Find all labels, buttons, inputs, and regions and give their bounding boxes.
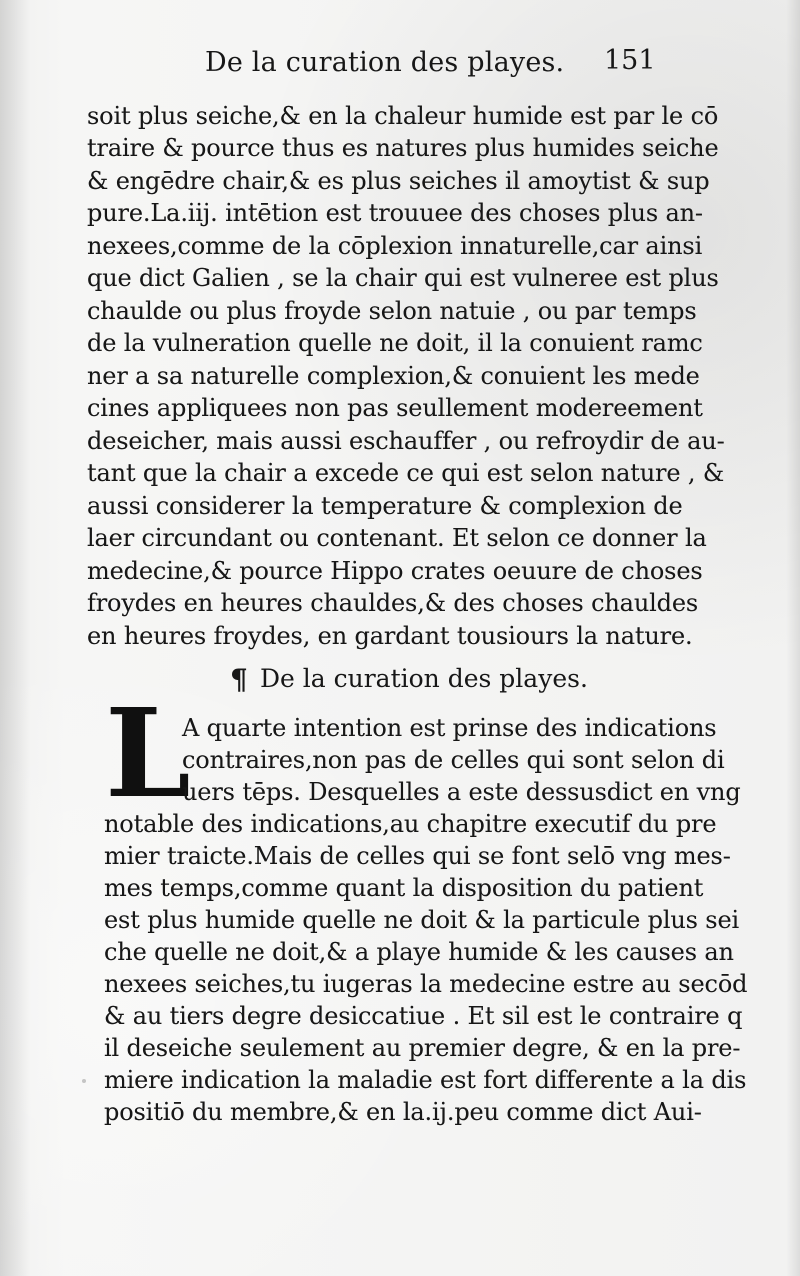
text-line: en heures froydes, en gardant tousiours la nature. — [87, 622, 693, 650]
text-line: froydes en heures chauldes,& des choses chauldes — [87, 589, 699, 617]
text-line: cines appliquees non pas seullement modereement — [87, 394, 703, 422]
text-line: aussi considerer la temperature & complexion de — [87, 492, 683, 520]
text-line: uers tēps. Desquelles a este dessusdict en vng — [182, 778, 741, 806]
text-line: medecine,& pource Hippo crates oeuure de choses — [87, 557, 703, 585]
page-speck — [82, 1079, 86, 1083]
text-line: mier traicte.Mais de celles qui se font selō vng mes- — [104, 842, 731, 870]
text-line: tant que la chair a excede ce qui est selon nature , & — [87, 459, 725, 487]
text-line: pure.La.iij. intētion est trouuee des choses plus an- — [87, 199, 703, 227]
text-line: laer circundant ou contenant. Et selon ce donner la — [87, 524, 707, 552]
text-line: A quarte intention est prinse des indications — [182, 714, 717, 742]
text-line: notable des indications,au chapitre executif du pre — [104, 810, 717, 838]
text-line: que dict Galien , se la chair qui est vulneree est plus — [87, 264, 719, 292]
section-mark: ¶ — [230, 663, 248, 696]
text-line: che quelle ne doit,& a playe humide & les causes an — [104, 938, 734, 966]
text-line: & au tiers degre desiccatiue . Et sil est le contraire q — [104, 1002, 743, 1030]
page-number: 151 — [604, 45, 656, 76]
text-line: est plus humide quelle ne doit & la particule plus sei — [104, 906, 740, 934]
text-line: positiō du membre,& en la.ij.peu comme dict Aui- — [104, 1098, 702, 1126]
text-line: traire & pource thus es natures plus humides seiche — [87, 134, 719, 162]
text-line: contraires,non pas de celles qui sont selon di — [182, 746, 725, 774]
text-line: deseicher, mais aussi eschauffer , ou refroydir de au- — [87, 427, 725, 455]
text-line: miere indication la maladie est fort differente a la dis — [104, 1066, 747, 1094]
running-head: De la curation des playes. — [205, 47, 565, 78]
text-line: il deseiche seulement au premier degre, & en la pre- — [104, 1034, 741, 1062]
section-heading: De la curation des playes. — [260, 664, 588, 693]
text-line: soit plus seiche,& en la chaleur humide est par le cō — [87, 102, 719, 130]
text-line: chaulde ou plus froyde selon natuie , ou par temps — [87, 297, 697, 325]
text-line: de la vulneration quelle ne doit, il la conuient ramc — [87, 329, 703, 357]
text-line: nexees,comme de la cōplexion innaturelle,car ainsi — [87, 232, 703, 260]
text-line: mes temps,comme quant la disposition du patient — [104, 874, 704, 902]
text-line: nexees seiches,tu iugeras la medecine estre au secōd — [104, 970, 748, 998]
drop-cap: L — [105, 681, 191, 825]
text-line: & engēdre chair,& es plus seiches il amoytist & sup — [87, 167, 710, 195]
text-line: ner a sa naturelle complexion,& conuient les mede — [87, 362, 700, 390]
